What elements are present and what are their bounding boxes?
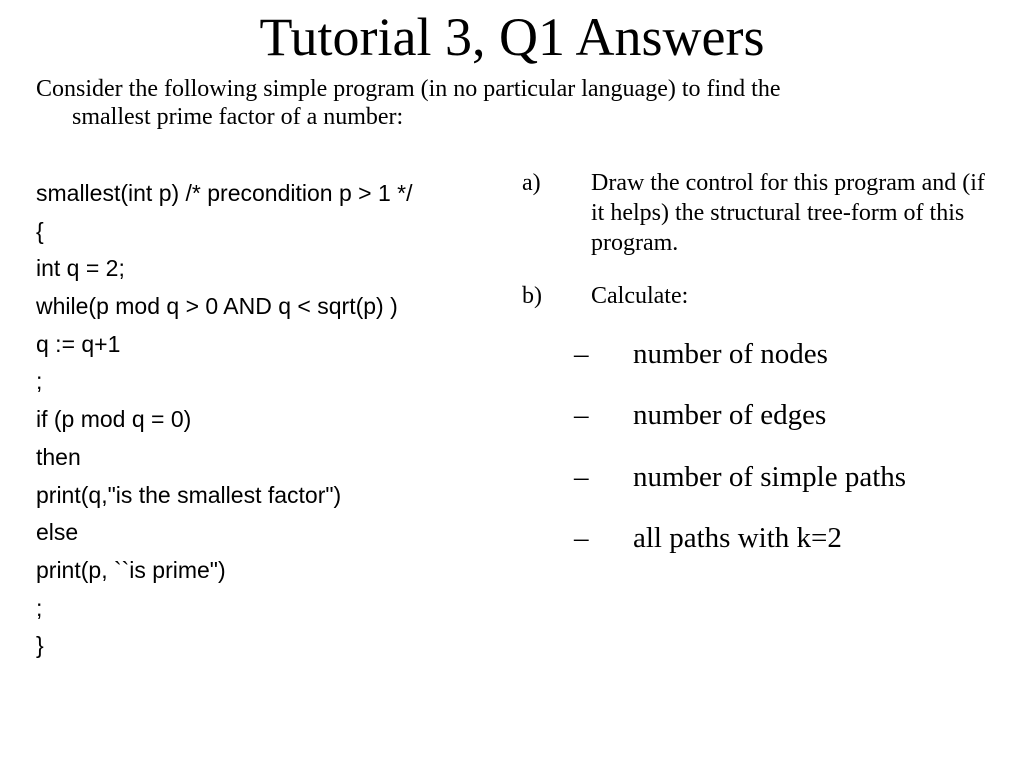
list-item-text: number of nodes <box>633 338 828 370</box>
intro-text <box>36 75 966 131</box>
list-item-text: number of edges <box>633 399 827 432</box>
question-b-marker: b) <box>522 283 542 309</box>
code-line: else <box>36 519 79 546</box>
code-line: { <box>36 217 44 244</box>
code-line: while(p mod q > 0 AND q < sqrt(p) ) <box>36 293 398 320</box>
question-a-text: Draw the control for this program and (if it helps) the structural tree-form of this program. <box>591 170 985 256</box>
question-a <box>522 168 1002 260</box>
list-item-text: all paths with k=2 <box>633 521 842 554</box>
code-line: print(q,"is the smallest factor") <box>36 481 342 508</box>
question-b <box>522 281 1002 311</box>
dash-bullet: – <box>574 399 589 432</box>
code-line: print(p, ``is prime") <box>36 556 226 583</box>
intro-line-2: smallest prime factor of a number: <box>72 104 404 130</box>
code-line: ; <box>36 594 43 621</box>
code-line: then <box>36 443 81 470</box>
question-a-marker: a) <box>522 170 541 196</box>
dash-bullet: – <box>574 521 589 554</box>
code-listing <box>36 175 516 665</box>
list-item-text: number of simple paths <box>633 460 907 493</box>
code-line: int q = 2; <box>36 255 125 282</box>
dash-bullet: – <box>574 460 589 493</box>
code-line: } <box>36 632 44 659</box>
question-b-text: Calculate: <box>591 283 689 309</box>
code-line: ; <box>36 368 43 395</box>
code-line: smallest(int p) /* precondition p > 1 */ <box>36 180 413 206</box>
dash-bullet: – <box>574 338 589 370</box>
slide-title: Tutorial 3, Q1 Answers <box>259 7 765 67</box>
code-line: q := q+1 <box>36 330 121 357</box>
intro-line-1: Consider the following simple program (in no particular language) to find the <box>36 76 781 102</box>
code-line: if (p mod q = 0) <box>36 406 192 433</box>
